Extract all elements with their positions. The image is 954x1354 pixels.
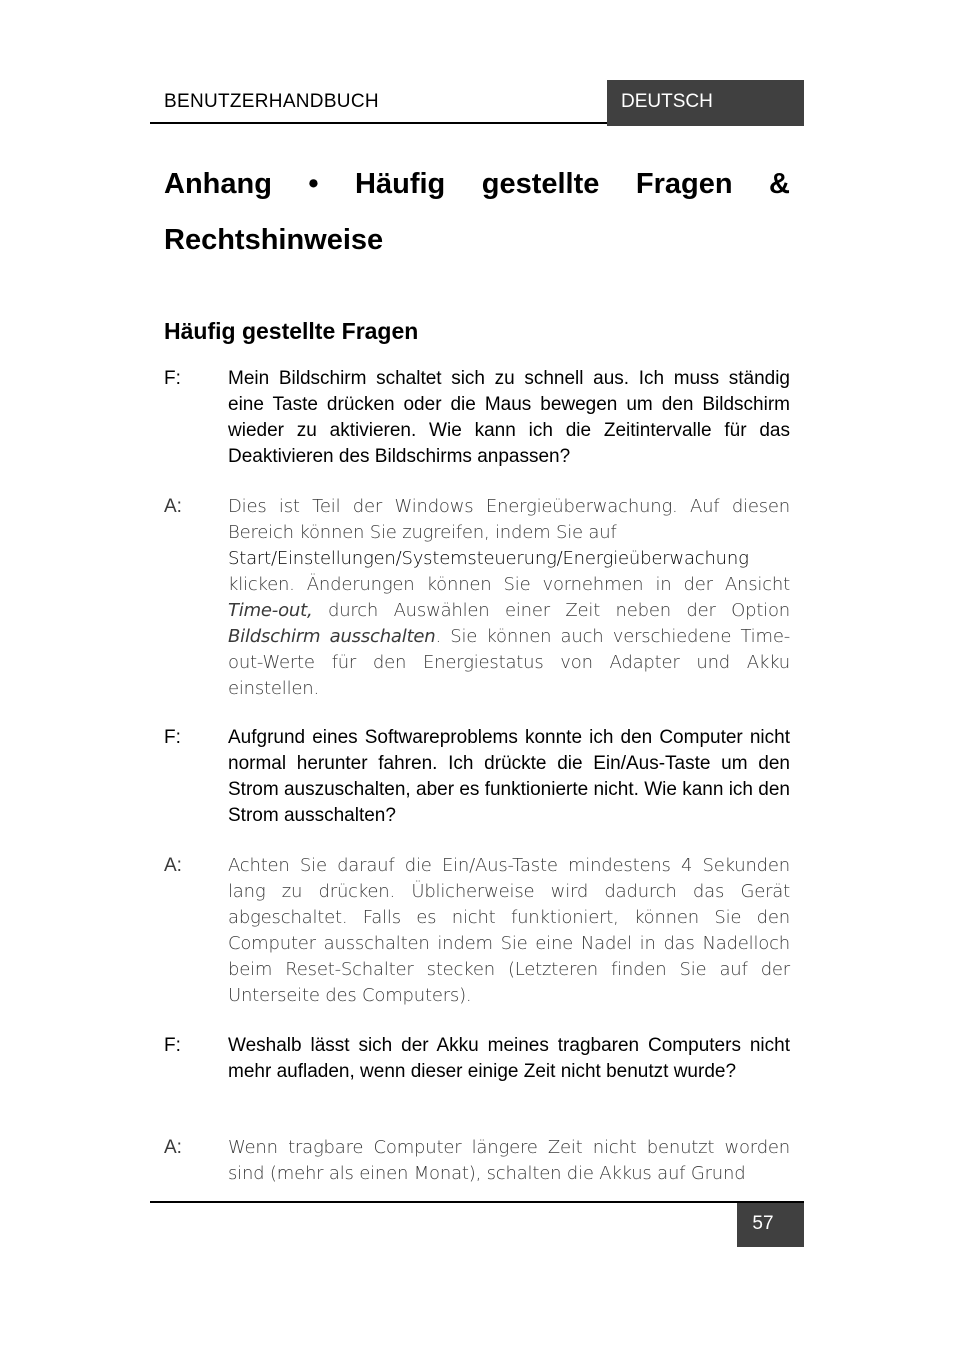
option-name-screen-off: Bildschirm ausschalten <box>228 626 436 647</box>
question-label: F: <box>164 727 181 748</box>
page-number-box <box>737 1203 804 1247</box>
question-text: Aufgrund eines Softwareproblems konnte ich den Computer nicht normal herunter fahren. Ich drückte die Ein/Aus-Taste um den Strom auszuschalten, aber es funktionierte nicht. Wie kann ich den Strom ausschalten? <box>228 727 790 826</box>
answer-text-part: . Sie können auch verschiedene Time-out-Werte für den Energiestatus von Adapter und Akku einstellen. <box>228 626 790 699</box>
answer-text <box>228 494 790 702</box>
section-heading: Häufig gestellte Fragen <box>164 318 419 344</box>
header-language-tab <box>607 80 804 126</box>
answer-label: A: <box>164 855 182 876</box>
settings-path: Start/Einstellungen/Systemsteuerung/Energieüberwachung <box>228 548 749 569</box>
answer-text: Wenn tragbare Computer längere Zeit nicht benutzt worden sind (mehr als einen Monat), schalten die Akkus auf Grund <box>228 1137 790 1184</box>
option-name-timeout: Time-out, <box>228 600 313 621</box>
answer-text-part: durch Auswählen einer Zeit neben der Option <box>327 600 790 621</box>
answer-label: A: <box>164 496 182 517</box>
page-title: Anhang • Häufig gestellte Fragen & Rechtshinweise <box>164 168 790 256</box>
footer-rule <box>150 1201 804 1203</box>
question-label: F: <box>164 368 181 389</box>
answer-text-part: klicken. Änderungen können Sie vornehmen in der Ansicht <box>228 574 790 595</box>
header-manual-label: BENUTZERHANDBUCH <box>164 91 379 112</box>
answer-label: A: <box>164 1137 182 1158</box>
header-language-label: DEUTSCH <box>621 91 713 112</box>
question-label: F: <box>164 1035 181 1056</box>
header-bar <box>150 80 607 124</box>
answer-text: Achten Sie darauf die Ein/Aus-Taste mindestens 4 Sekunden lang zu drücken. Üblicherweise wird dadurch das Gerät abgeschaltet. Falls es nicht funktioniert, können Sie den Computer ausschalten indem Sie eine Nadel in das Nadelloch beim Reset-Schalter stecken (Letzteren finden Sie auf der Unterseite des Computers). <box>228 855 790 1006</box>
question-text: Mein Bildschirm schaltet sich zu schnell aus. Ich muss ständig eine Taste drücken oder die Maus bewegen um den Bildschirm wieder zu aktivieren. Wie kann ich die Zeitintervalle für das Deaktivieren des Bildschirms anpassen? <box>228 368 790 467</box>
page-number: 57 <box>752 1213 774 1234</box>
answer-text-part: Dies ist Teil der Windows Energieüberwachung. Auf diesen Bereich können Sie zugreifen, indem Sie auf <box>228 496 790 543</box>
question-text: Weshalb lässt sich der Akku meines tragbaren Computers nicht mehr aufladen, wenn dieser einige Zeit nicht benutzt wurde? <box>228 1035 790 1082</box>
